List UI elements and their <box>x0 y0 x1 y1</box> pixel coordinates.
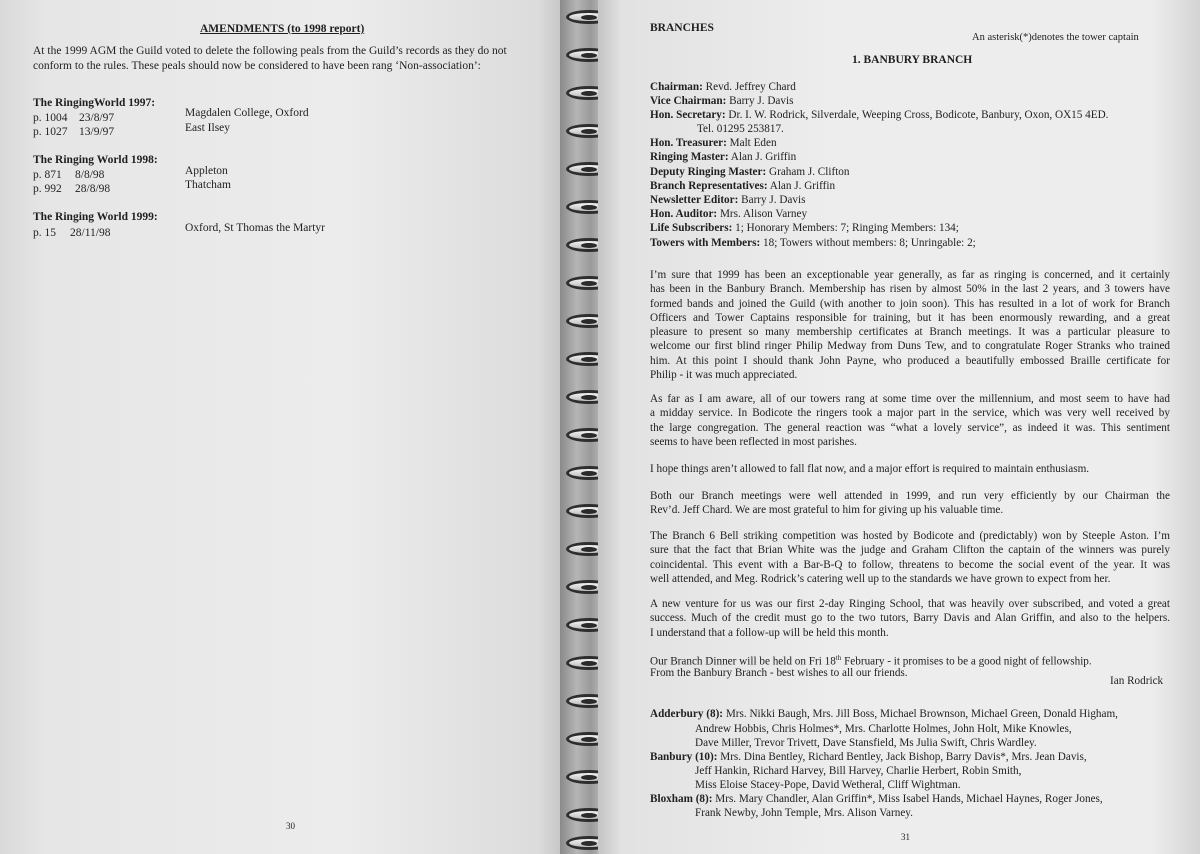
entry-date: 28/11/98 <box>70 227 111 239</box>
entry-date: 13/9/97 <box>79 126 115 138</box>
dinner-superscript: th <box>835 654 842 662</box>
paragraph-line: success. Much of the credit must go to the two tutors, Barry Davis and Alan Griffin, and also to the helpers. <box>650 612 1170 625</box>
entry-ref: p. 992 <box>33 183 62 195</box>
officer-value: Revd. Jeffrey Chard <box>702 81 796 93</box>
officer-label: Vice Chairman: <box>650 95 727 107</box>
officer-line <box>650 136 777 150</box>
officer-value: Alan J. Griffin <box>728 151 797 163</box>
signature: Ian Rodrick <box>1110 675 1164 687</box>
tower-name: Banbury (10): <box>650 751 718 763</box>
tower-members-line: Dave Miller, Trevor Trivett, Dave Stansfield, Ms Julia Swift, Chris Wardley. <box>695 737 1037 749</box>
officer-value: Malt Eden <box>726 137 777 149</box>
officer-label: Branch Representatives: <box>650 180 768 192</box>
intro-line-2: conform to the rules. These peals should now be considered to have been rang ‘Non-association’: <box>33 60 481 72</box>
dinner-text-rest: February - it promises to be a good night of fellowship. <box>841 655 1092 668</box>
officer-label: Hon. Treasurer: <box>650 137 727 149</box>
right-page <box>598 0 1200 854</box>
paragraph-line: him. At this point I should thank John Payne, who produced a beautifully embossed Braille certificate for <box>650 354 1170 367</box>
entry-place: Oxford, St Thomas the Martyr <box>185 222 326 234</box>
paragraph-line: Both our Branch meetings were well attended in 1999, and run very efficiently by our Chairman the <box>650 490 1170 502</box>
tower-bloxham <box>650 792 1103 806</box>
paragraph-line: a midday service. In Bodicote the ringers took a major part in the service, which was very well received by <box>650 407 1170 420</box>
left-page <box>0 0 572 854</box>
paragraph-line: Philip - it was much appreciated. <box>650 369 798 382</box>
page-number-right: 31 <box>901 832 910 842</box>
tower-members: Mrs. Mary Chandler, Alan Griffin*, Miss Isabel Hands, Michael Haynes, Roger Jones, <box>712 793 1103 805</box>
paragraph-enthusiasm <box>650 462 1170 476</box>
paragraph-line: seems to have been reflected in most parishes. <box>650 435 857 448</box>
group-heading-1998: The Ringing World 1998: <box>33 154 158 166</box>
entry-place: Appleton <box>185 165 228 177</box>
paragraph-line: As far as I am aware, all of our towers rang at some time over the millennium, and most seem to have had <box>650 393 1170 405</box>
paragraph-line: formed bands and joined the Guild (with another to join soon). This has resulted in a lot of work for Branch <box>650 297 1170 310</box>
paragraph-line: Officers and Tower Captains responsible for training, but it has been enormously rewarding, and a great <box>650 311 1170 324</box>
branch-title: 1. BANBURY BRANCH <box>852 54 973 66</box>
officer-line <box>650 193 805 207</box>
entry-date: 28/8/98 <box>75 183 111 195</box>
paragraph-competition <box>650 529 1170 586</box>
officer-line <box>650 221 959 235</box>
branches-heading: BRANCHES <box>650 22 714 34</box>
officer-label: Newsletter Editor: <box>650 194 739 206</box>
officer-line <box>650 80 796 94</box>
tower-members-line: Andrew Hobbis, Chris Holmes*, Mrs. Charlotte Holmes, John Holt, Mike Knowles, <box>695 723 1072 735</box>
officer-label: Towers with Members: <box>650 237 761 249</box>
entry-ref: p. 1027 <box>33 126 68 138</box>
tower-banbury <box>650 750 1087 764</box>
officer-line <box>650 179 835 193</box>
officer-line <box>650 165 850 179</box>
paragraph-millennium <box>650 392 1170 449</box>
tower-members: Mrs. Nikki Baugh, Mrs. Jill Boss, Michael Brownson, Michael Green, Donald Higham, <box>723 708 1118 720</box>
tower-members-line: Frank Newby, John Temple, Mrs. Alison Varney. <box>695 807 913 819</box>
officer-value: 1; Honorary Members: 7; Ringing Members: 134; <box>732 222 959 234</box>
entry-ref: p. 15 <box>33 227 56 239</box>
paragraph-line: well attended, and Meg. Rodrick’s catering well up to the standards we have grown to expect from her. <box>650 572 1111 585</box>
officer-value: Mrs. Alison Varney <box>717 208 808 220</box>
tower-members-line: Jeff Hankin, Richard Harvey, Bill Harvey, Charlie Herbert, Robin Smith, <box>695 765 1022 777</box>
wishes-line: From the Banbury Branch - best wishes to all our friends. <box>650 667 908 679</box>
paragraph-line: I understand that a follow-up will be held this month. <box>650 626 889 639</box>
paragraph-line: welcome our first blind ringer Philip Medway from Duns Tew, and to congratulate Roger Stranks who trained <box>650 340 1170 353</box>
officer-label: Ringing Master: <box>650 151 729 163</box>
entry-place: Magdalen College, Oxford <box>185 107 309 119</box>
officer-line <box>650 150 796 164</box>
amendments-title: AMENDMENTS (to 1998 report) <box>200 23 365 35</box>
paragraph-line: I’m sure that 1999 has been an exceptionable year generally, as far as ringing is concerned, and it certainly <box>650 269 1170 281</box>
tower-members: Mrs. Dina Bentley, Richard Bentley, Jack Bishop, Barry Davis*, Mrs. Jean Davis, <box>717 751 1087 763</box>
tower-members-line: Miss Eloise Stacey-Pope, David Wetheral, Cliff Wightman. <box>695 779 961 791</box>
paragraph-line: sure that the fact that Brian White was the judge and Graham Clifton the captain of the winners was purely <box>650 544 1170 557</box>
group-heading-1999: The Ringing World 1999: <box>33 211 158 223</box>
officer-label: Hon. Auditor: <box>650 208 718 220</box>
tower-name: Adderbury (8): <box>650 708 724 720</box>
paragraph-line: I hope things aren’t allowed to fall flat now, and a major effort is required to maintain enthusiasm. <box>650 463 1090 475</box>
tower-adderbury <box>650 707 1118 721</box>
officer-value: Tel. 01295 253817. <box>697 123 784 135</box>
officer-value: Barry J. Davis <box>726 95 794 107</box>
paragraph-line: A new venture for us was our first 2-day Ringing School, that was heavily over subscribed, and voted a great <box>650 598 1170 610</box>
asterisk-note: An asterisk(*)denotes the tower captain <box>972 32 1139 43</box>
officer-line <box>650 94 793 108</box>
paragraph-meetings <box>650 489 1170 518</box>
paragraph-line: Rev’d. Jeff Chard. We are most grateful to him for giving up his valuable time. <box>650 504 1004 517</box>
intro-line-1: At the 1999 AGM the Guild voted to delete the following peals from the Guild’s records as they do not <box>33 45 507 57</box>
paragraph-line: the large congregation. The general reaction was “what a lovely service”, as indeed it was. This sentiment <box>650 421 1170 434</box>
officer-value: 18; Towers without members: 8; Unringable: 2; <box>760 237 976 249</box>
dinner-text: Our Branch Dinner will be held on Fri 18 <box>650 655 836 668</box>
entry-ref: p. 871 <box>33 169 62 181</box>
entry-place: Thatcham <box>185 179 231 191</box>
entry-ref: p. 1004 <box>33 112 68 124</box>
paragraph-school <box>650 597 1170 640</box>
entry-date: 23/8/97 <box>79 112 115 124</box>
paragraph-line: pleasure to present so many membership certificates at Branch meetings. It was a particular pleasure to <box>650 326 1170 339</box>
officer-label: Hon. Secretary: <box>650 109 726 121</box>
officer-line <box>697 122 784 136</box>
officer-value: Dr. I. W. Rodrick, Silverdale, Weeping Cross, Bodicote, Banbury, Oxon, OX15 4ED. <box>725 109 1109 121</box>
officer-label: Chairman: <box>650 81 703 93</box>
group-heading-1997: The RingingWorld 1997: <box>33 97 156 109</box>
page-number-left: 30 <box>286 821 295 831</box>
paragraph-line: has been in the Banbury Branch. Membership has risen by almost 50% in the last 2 years, and 3 towers have <box>650 283 1170 296</box>
entry-date: 8/8/98 <box>75 169 105 181</box>
entry-place: East Ilsey <box>185 122 231 134</box>
officer-value: Graham J. Clifton <box>766 166 850 178</box>
officer-value: Alan J. Griffin <box>767 180 836 192</box>
paragraph-line: coincidental. This event with a Bar-B-Q to follow, threatens to become the social event of the year. It was <box>650 558 1170 571</box>
officer-value: Barry J. Davis <box>738 194 806 206</box>
officer-line <box>650 108 1108 122</box>
paragraph-line: The Branch 6 Bell striking competition was hosted by Bodicote and (predictably) won by Steeple Aston. I’m <box>650 530 1170 542</box>
officer-line <box>650 236 976 250</box>
officer-label: Life Subscribers: <box>650 222 733 234</box>
paragraph-growth <box>650 268 1170 382</box>
officer-label: Deputy Ringing Master: <box>650 166 767 178</box>
officer-line <box>650 207 807 221</box>
tower-name: Bloxham (8): <box>650 793 713 805</box>
